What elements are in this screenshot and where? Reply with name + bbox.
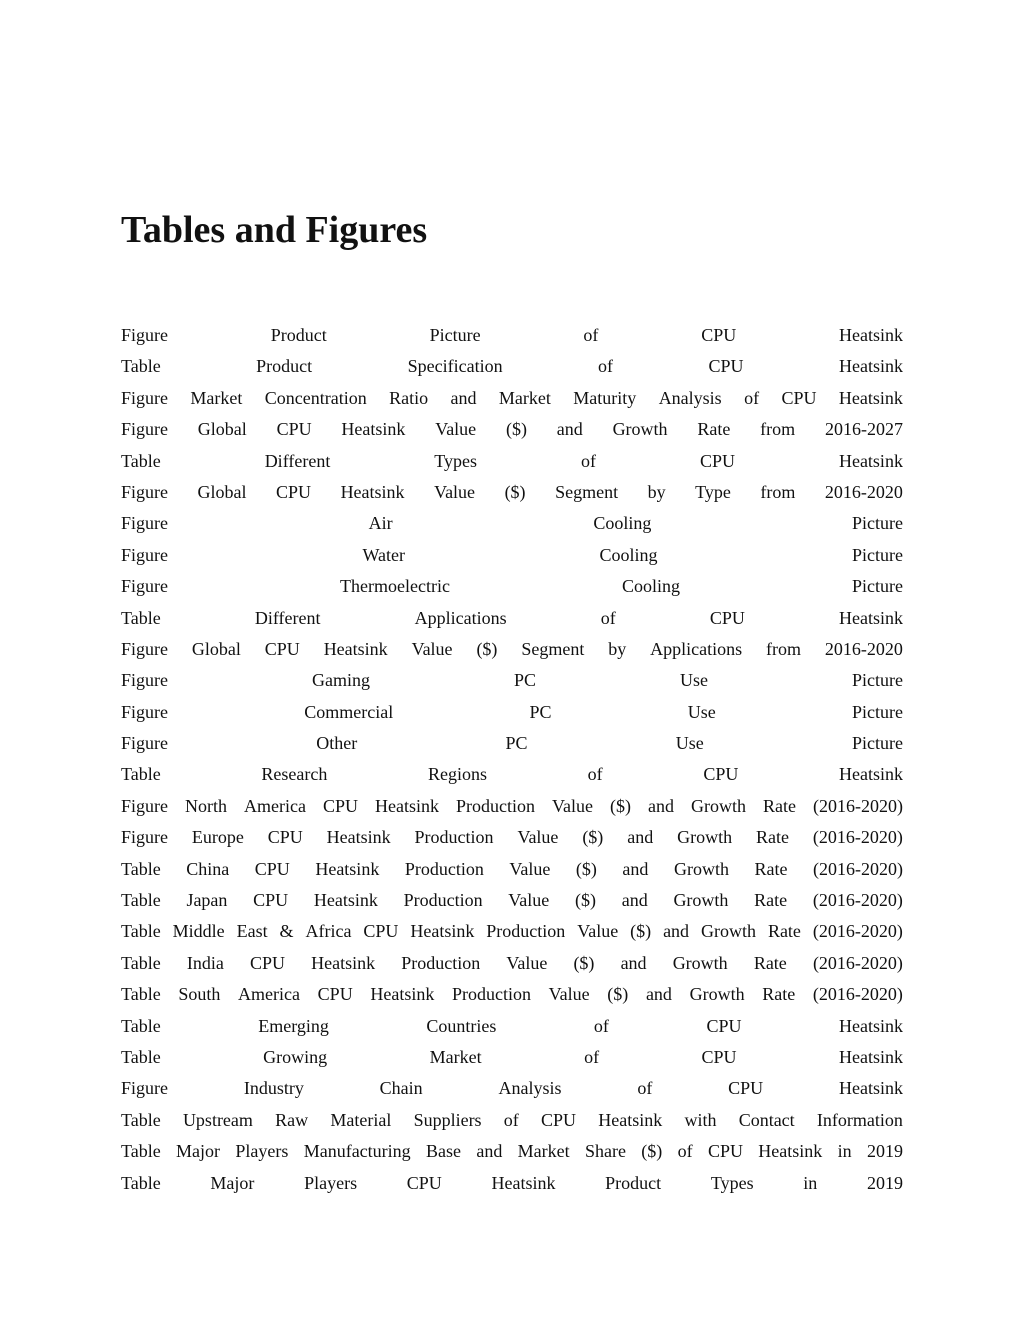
entry-word: Market	[429, 1046, 482, 1067]
entry-word: Countries	[426, 1015, 497, 1036]
entry-word: ($)	[573, 952, 595, 973]
entry-word: Base	[426, 1141, 461, 1162]
entry-word: Table	[121, 1015, 161, 1036]
entry-word: in	[837, 1141, 852, 1162]
list-item	[121, 979, 903, 1010]
entry-word: Segment	[521, 638, 585, 659]
entry-word: Table	[121, 984, 161, 1005]
entry-word: CPU	[707, 1141, 743, 1162]
entry-word: of	[600, 607, 616, 628]
entry-word: Thermoelectric	[340, 576, 450, 597]
list-item	[121, 383, 903, 414]
entry-word: Europe	[191, 827, 244, 848]
entry-word: Different	[254, 607, 321, 628]
entry-word: of	[744, 387, 760, 408]
entry-word: Players	[235, 1141, 289, 1162]
entry-word: Figure	[121, 544, 168, 565]
list-item	[121, 728, 903, 759]
entry-word: and	[663, 921, 690, 942]
entry-word: of	[583, 325, 599, 345]
entry-word: Heatsink	[838, 1015, 903, 1036]
entry-word: Value	[577, 921, 619, 942]
entry-word: Growth	[612, 419, 668, 440]
entry-word: Figure	[121, 733, 168, 754]
entry-word: Specification	[407, 356, 503, 377]
entry-word: CPU	[254, 858, 290, 879]
entry-word: Figure	[121, 827, 168, 848]
entry-word: and	[621, 890, 648, 911]
entry-word: of	[593, 1015, 609, 1036]
entry-word: Maturity	[573, 387, 637, 408]
entry-word: Figure	[121, 701, 168, 722]
list-item	[121, 1105, 903, 1136]
entry-word: Picture	[852, 576, 903, 597]
entry-word: ($)	[505, 419, 527, 440]
entry-word: CPU	[264, 638, 300, 659]
entry-word: Rate	[754, 858, 788, 879]
entry-word: and	[476, 1141, 503, 1162]
entry-word: Heatsink	[315, 858, 380, 879]
entry-word: ($)	[504, 481, 526, 502]
entry-word: Figure	[121, 325, 168, 345]
entry-word: ($)	[630, 921, 652, 942]
entry-word: from	[760, 419, 796, 440]
entry-word: Product	[605, 1172, 662, 1193]
entry-word: ($)	[575, 890, 596, 911]
entry-word: Figure	[121, 1078, 168, 1099]
entry-word: Table	[121, 607, 161, 628]
entry-word: in	[803, 1172, 818, 1193]
entry-word: Heatsink	[311, 952, 376, 973]
entry-word: 2016-2020	[824, 481, 903, 502]
entry-word: Value	[509, 858, 551, 879]
entry-word: Rate	[767, 921, 801, 942]
entry-word: CPU	[253, 890, 289, 911]
entry-word: Upstream	[182, 1109, 253, 1130]
entry-word: Cooling	[621, 576, 680, 597]
list-item	[121, 697, 903, 728]
entry-word: Global	[191, 638, 241, 659]
entry-word: ($)	[575, 858, 597, 879]
entry-word: Raw	[275, 1109, 309, 1130]
list-item	[121, 1168, 903, 1199]
entry-word: Global	[197, 481, 247, 502]
entry-word: PC	[513, 670, 536, 691]
entry-word: Rate	[762, 984, 796, 1005]
entry-word: CPU	[317, 984, 353, 1005]
entry-word: Heatsink	[326, 827, 391, 848]
entry-word: Market	[190, 387, 243, 408]
entry-word: by	[647, 481, 666, 502]
entry-word: 2019	[866, 1172, 903, 1193]
list-item	[121, 508, 903, 539]
entry-word: Value	[411, 638, 453, 659]
list-item	[121, 351, 903, 382]
entry-word: (2016-2020)	[812, 827, 903, 848]
entry-word: Table	[121, 356, 161, 377]
entry-word: Air	[368, 513, 393, 534]
entry-word: Types	[434, 450, 478, 471]
entry-word: Analysis	[658, 387, 722, 408]
entry-word: Commercial	[304, 701, 394, 722]
list-item	[121, 1136, 903, 1167]
entry-word: Table	[121, 764, 161, 785]
entry-word: of	[677, 1141, 693, 1162]
entry-word: Type	[695, 481, 731, 502]
entry-word: CPU	[249, 952, 285, 973]
entry-word: Value	[434, 481, 476, 502]
entry-word: Figure	[121, 795, 168, 816]
entry-word: Heatsink	[839, 325, 903, 345]
entry-word: and	[620, 952, 647, 973]
entry-word: Table	[121, 1141, 161, 1162]
entry-word: Rate	[755, 827, 789, 848]
entry-word: Middle	[172, 921, 225, 942]
entry-word: (2016-2020)	[812, 952, 903, 973]
entry-word: PC	[529, 701, 552, 722]
entry-word: Emerging	[258, 1015, 329, 1036]
entry-word: with	[684, 1109, 717, 1130]
entry-word: Share	[584, 1141, 626, 1162]
entry-word: Growth	[690, 795, 746, 816]
entry-word: America	[238, 984, 301, 1005]
entry-word: Value	[506, 952, 548, 973]
entry-word: Heatsink	[323, 638, 388, 659]
entry-word: ($)	[582, 827, 604, 848]
entry-word: Table	[121, 952, 161, 973]
list-item	[121, 446, 903, 477]
entry-word: of	[598, 356, 614, 377]
entry-word: CPU	[363, 921, 399, 942]
entry-word: Growth	[677, 827, 733, 848]
entry-word: China	[186, 858, 230, 879]
entry-word: of	[584, 1046, 600, 1067]
entry-word: from	[766, 638, 801, 659]
entry-word: Picture	[852, 544, 903, 565]
entry-word: Heatsink	[838, 450, 903, 471]
entry-word: ($)	[641, 1141, 663, 1162]
list-item	[121, 1073, 903, 1104]
entry-word: Concentration	[264, 387, 367, 408]
entry-word: Heatsink	[491, 1172, 556, 1193]
entry-word: Value	[517, 827, 559, 848]
list-item	[121, 948, 903, 979]
entry-word: CPU	[709, 607, 745, 628]
entry-word: Figure	[121, 387, 168, 408]
entry-word: CPU	[276, 481, 312, 502]
entry-word: Applications	[650, 638, 743, 659]
entry-word: and	[627, 827, 654, 848]
entry-word: Value	[551, 795, 593, 816]
entry-word: Table	[121, 1172, 161, 1193]
entry-word: of	[587, 764, 603, 785]
entry-word: Market	[517, 1141, 570, 1162]
entry-word: Picture	[851, 733, 903, 754]
entry-word: PC	[505, 733, 528, 754]
entry-word: Product	[270, 325, 327, 345]
list-item	[121, 1011, 903, 1042]
entry-word: of	[581, 450, 596, 471]
entry-word: Figure	[121, 638, 168, 659]
entry-word: Growth	[701, 921, 756, 942]
entry-word: Major	[210, 1172, 255, 1193]
entry-word: Value	[548, 984, 590, 1005]
entry-word: Water	[362, 544, 406, 565]
entry-word: (2016-2020)	[812, 984, 903, 1005]
entry-word: India	[186, 952, 224, 973]
entry-word: Production	[486, 921, 566, 942]
entry-word: Japan	[186, 890, 228, 911]
list-item	[121, 540, 903, 571]
entry-word: ($)	[607, 984, 629, 1005]
entry-word: CPU	[322, 795, 358, 816]
entry-word: Heatsink	[838, 1046, 903, 1067]
entry-word: Growing	[263, 1046, 328, 1067]
entry-word: Value	[435, 419, 477, 440]
entry-word: (2016-2020)	[812, 795, 903, 816]
entry-word: Contact	[738, 1109, 795, 1130]
entry-word: Heatsink	[839, 607, 903, 628]
entry-word: Production	[451, 984, 531, 1005]
entry-word: Research	[261, 764, 328, 785]
entry-word: Applications	[414, 607, 507, 628]
entry-word: Figure	[121, 576, 168, 597]
entry-word: Heatsink	[598, 1109, 663, 1130]
entry-word: Chain	[379, 1078, 423, 1099]
entry-word: Cooling	[593, 513, 652, 534]
entry-word: Growth	[673, 858, 729, 879]
entry-word: 2016-2027	[824, 419, 903, 440]
entry-word: Heatsink	[340, 481, 405, 502]
entry-word: Heatsink	[370, 984, 435, 1005]
entry-word: Figure	[121, 513, 168, 534]
entry-word: Production	[403, 890, 483, 911]
entry-word: Heatsink	[838, 387, 903, 408]
entry-word: Growth	[673, 890, 729, 911]
entry-word: Growth	[689, 984, 745, 1005]
entry-word: Heatsink	[838, 356, 903, 377]
entry-word: Africa	[305, 921, 352, 942]
entry-word: Production	[455, 795, 535, 816]
entry-word: Rate	[762, 795, 796, 816]
entry-word: of	[503, 1109, 519, 1130]
list-item	[121, 1042, 903, 1073]
entry-word: America	[244, 795, 306, 816]
entry-word: Cooling	[599, 544, 658, 565]
entry-word: Rate	[753, 952, 787, 973]
entry-word: Use	[675, 733, 704, 754]
entry-word: Production	[414, 827, 494, 848]
entry-word: Picture	[851, 670, 903, 691]
entry-word: 2016-2020	[824, 638, 903, 659]
list-item	[121, 665, 903, 696]
entry-word: Use	[679, 670, 708, 691]
list-item	[121, 791, 903, 822]
entry-word: &	[279, 921, 294, 942]
list-item	[121, 759, 903, 790]
entry-word: Table	[121, 858, 161, 879]
list-item	[121, 414, 903, 445]
entry-word: Information	[816, 1109, 903, 1130]
entry-word: North	[185, 795, 227, 816]
entry-word: Figure	[121, 670, 168, 691]
entry-word: CPU	[699, 450, 735, 471]
entry-word: Manufacturing	[303, 1141, 411, 1162]
entry-word: Rate	[697, 419, 731, 440]
entry-word: Picture	[851, 701, 903, 722]
entry-word: and	[647, 795, 674, 816]
entry-word: and	[556, 419, 583, 440]
entry-word: Global	[197, 419, 247, 440]
entry-word: ($)	[476, 638, 498, 659]
entry-word: Ratio	[389, 387, 429, 408]
entry-word: ($)	[609, 795, 631, 816]
entry-word: by	[608, 638, 627, 659]
entry-word: Table	[121, 921, 161, 942]
entry-word: CPU	[267, 827, 303, 848]
entry-word: Gaming	[311, 670, 370, 691]
entry-word: Picture	[429, 325, 481, 345]
entry-word: Product	[256, 356, 313, 377]
list-item	[121, 477, 903, 508]
entry-word: (2016-2020)	[812, 890, 903, 911]
list-item	[121, 885, 903, 916]
entry-word: East	[236, 921, 268, 942]
entry-word: CPU	[701, 1046, 737, 1067]
entry-word: Figure	[121, 481, 168, 502]
entry-word: Heatsink	[341, 419, 406, 440]
list-item	[121, 916, 903, 947]
entry-word: Figure	[121, 419, 168, 440]
entry-word: CPU	[406, 1172, 442, 1193]
entry-word: 2019	[866, 1141, 903, 1162]
entry-word: Types	[710, 1172, 754, 1193]
entry-word: Heatsink	[839, 764, 903, 785]
entry-word: Market	[498, 387, 551, 408]
entry-word: Industry	[243, 1078, 304, 1099]
entry-word: Major	[176, 1141, 221, 1162]
entry-word: CPU	[703, 764, 739, 785]
entry-word: (2016-2020)	[812, 921, 903, 942]
list-item	[121, 822, 903, 853]
entry-word: Use	[687, 701, 716, 722]
entry-word: Table	[121, 450, 161, 471]
tables-and-figures-list	[121, 320, 903, 1199]
entry-word: Heatsink	[410, 921, 475, 942]
entry-word: CPU	[708, 356, 744, 377]
list-item	[121, 854, 903, 885]
entry-word: Heatsink	[313, 890, 378, 911]
entry-word: CPU	[781, 387, 817, 408]
page-title: Tables and Figures	[121, 209, 428, 251]
entry-word: Table	[121, 1109, 161, 1130]
entry-word: South	[178, 984, 221, 1005]
entry-word: Material	[330, 1109, 392, 1130]
entry-word: Production	[401, 952, 481, 973]
entry-word: Growth	[672, 952, 728, 973]
list-item	[121, 634, 903, 665]
entry-word: from	[760, 481, 796, 502]
entry-word: Heatsink	[758, 1141, 823, 1162]
entry-word: CPU	[706, 1015, 742, 1036]
entry-word: CPU	[541, 1109, 577, 1130]
entry-word: Analysis	[498, 1078, 562, 1099]
entry-word: Picture	[851, 513, 903, 534]
entry-word: Regions	[428, 764, 488, 785]
entry-word: CPU	[728, 1078, 764, 1099]
list-item	[121, 571, 903, 602]
entry-word: and	[622, 858, 649, 879]
entry-word: Players	[304, 1172, 358, 1193]
entry-word: Table	[121, 1046, 161, 1067]
entry-word: Value	[508, 890, 550, 911]
entry-word: (2016-2020)	[813, 858, 903, 879]
entry-word: and	[645, 984, 672, 1005]
entry-word: Other	[316, 733, 358, 754]
entry-word: Rate	[754, 890, 788, 911]
entry-word: CPU	[276, 419, 312, 440]
entry-word: CPU	[701, 325, 737, 345]
list-item	[121, 320, 903, 351]
entry-word: Segment	[555, 481, 619, 502]
entry-word: and	[450, 387, 477, 408]
entry-word: of	[637, 1078, 653, 1099]
entry-word: Suppliers	[413, 1109, 482, 1130]
entry-word: Production	[404, 858, 484, 879]
entry-word: Heatsink	[838, 1078, 903, 1099]
entry-word: Different	[264, 450, 331, 471]
entry-word: Table	[121, 890, 161, 911]
entry-word: Heatsink	[374, 795, 439, 816]
list-item	[121, 603, 903, 634]
